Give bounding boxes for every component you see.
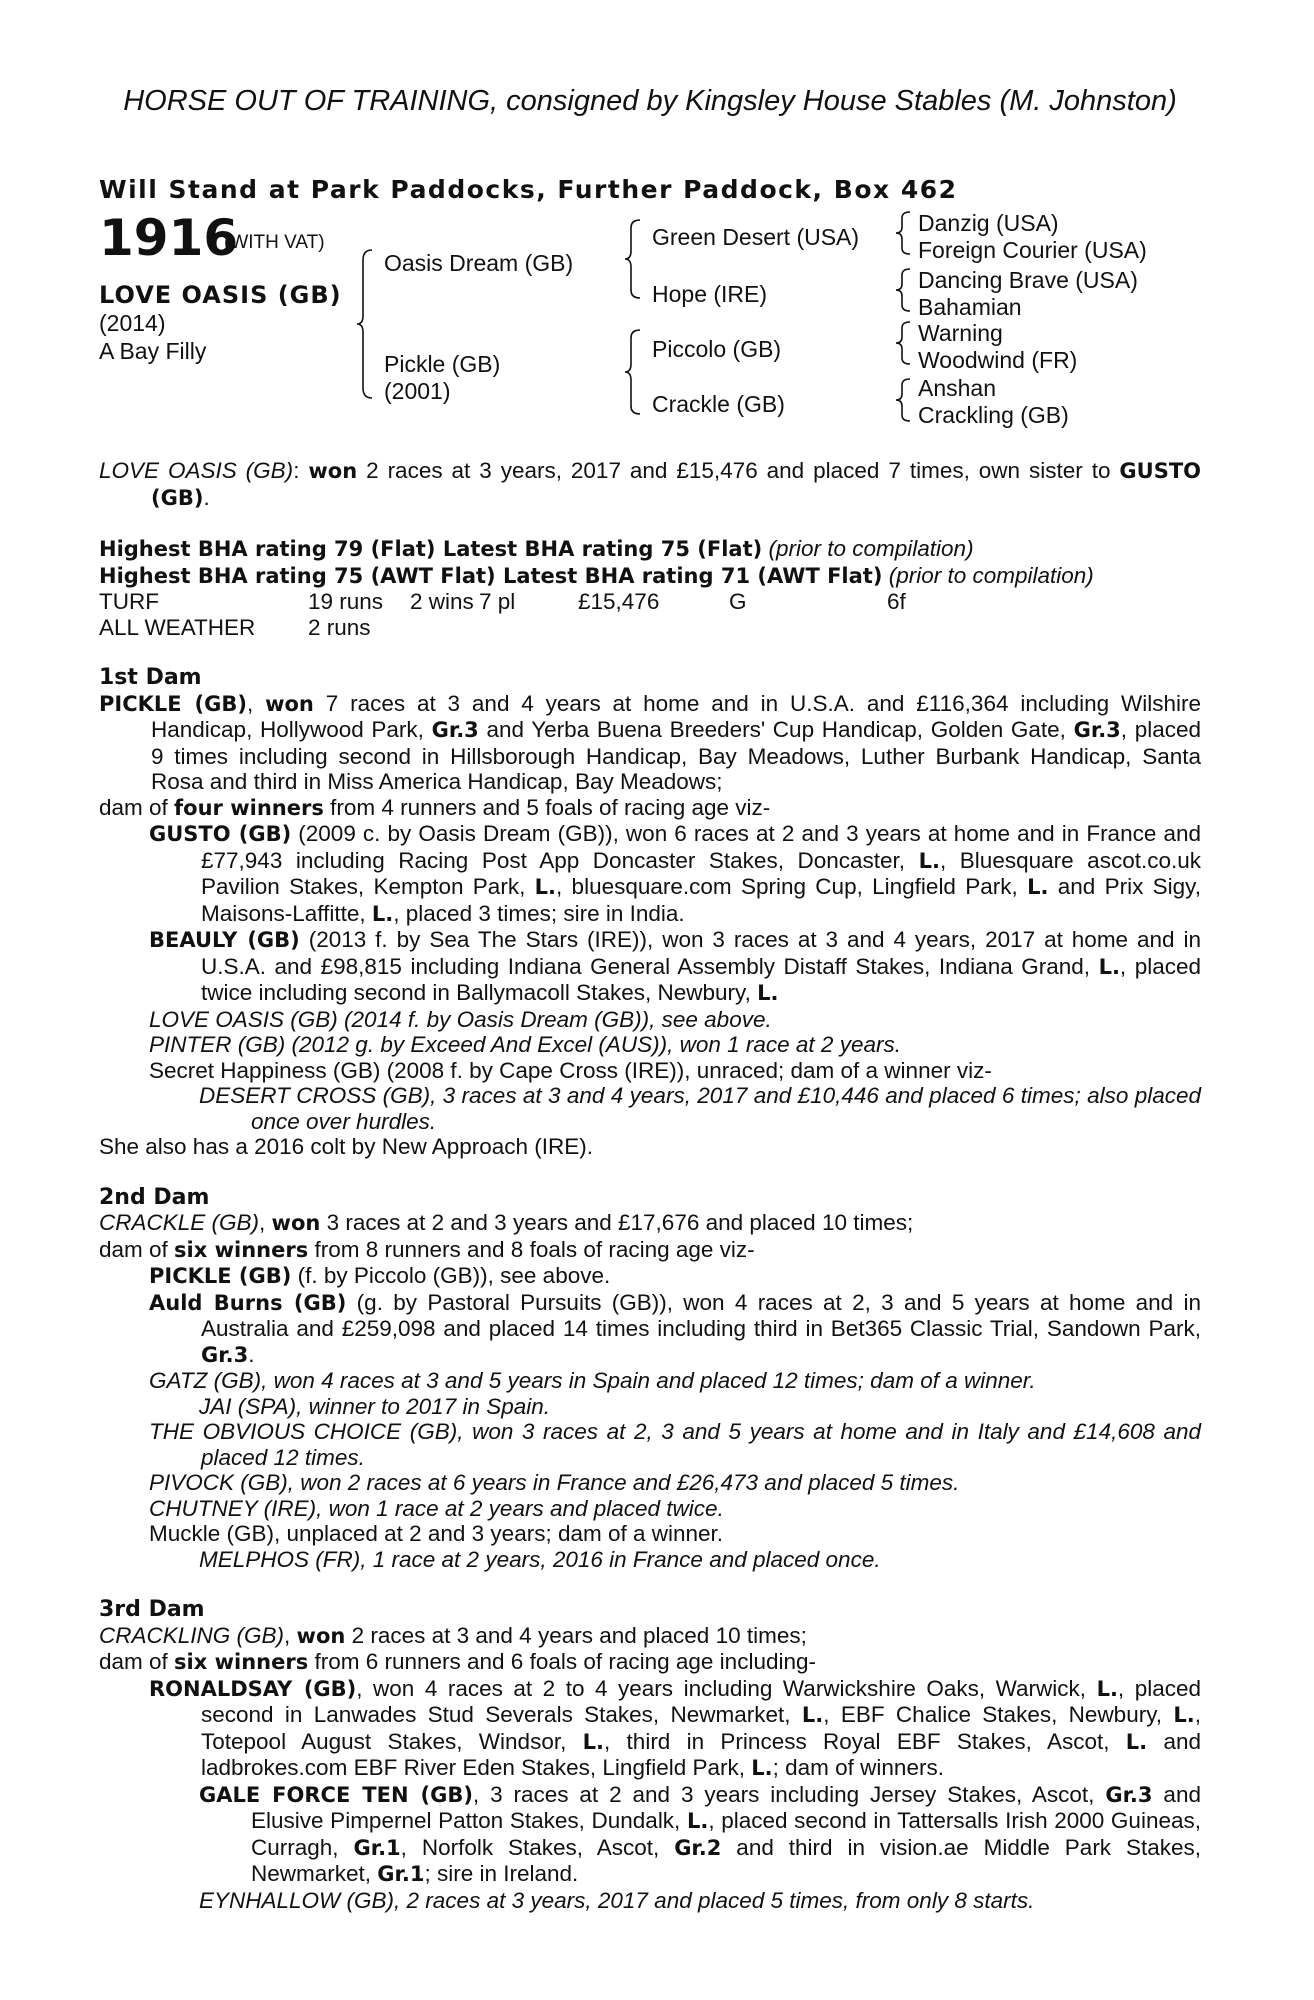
pedigree-ddd: Crackling (GB)	[918, 402, 1069, 428]
first-dam-also: She also has a 2016 colt by New Approach (IRE).	[99, 1134, 594, 1159]
turf-placed: 7 pl	[479, 589, 516, 614]
produce-pinter: PINTER (GB) (2012 g. by Exceed And Excel (AUS)), won 1 race at 2 years.	[149, 1032, 901, 1057]
second-dam-heading: 2nd Dam	[99, 1184, 210, 1210]
pedigree-bracket-main	[360, 248, 380, 400]
pedigree-sire-sire: Green Desert (USA)	[652, 224, 860, 250]
pedigree-bracket-ss	[898, 210, 914, 256]
pedigree-sdd: Bahamian	[918, 294, 1022, 320]
pedigree-sire: Oasis Dream (GB)	[384, 250, 574, 276]
turf-distance: 6f	[887, 589, 906, 614]
third-dam-heading: 3rd Dam	[99, 1597, 205, 1622]
pedigree-bracket-ds	[898, 320, 914, 366]
pedigree-sire-dam: Hope (IRE)	[652, 281, 768, 307]
turf-going: G	[729, 589, 747, 614]
pedigree-bracket-sd	[898, 267, 914, 313]
turf-wins: 2 wins	[410, 589, 474, 614]
produce-obvious-choice: THE OBVIOUS CHOICE (GB), won 3 races at 2, 3 and 5 years at home and in Italy and £14,608 and placed 12 times.	[149, 1419, 1201, 1470]
first-dam-heading: 1st Dam	[99, 665, 202, 690]
horse-name: LOVE OASIS (GB)	[99, 281, 342, 309]
second-dam-record: CRACKLE (GB), won 3 races at 2 and 3 years and £17,676 and placed 10 times;	[99, 1210, 914, 1235]
third-dam-record: CRACKLING (GB), won 2 races at 3 and 4 years and placed 10 times;	[99, 1622, 807, 1648]
rating-line-flat: Highest BHA rating 79 (Flat) Latest BHA rating 75 (Flat) (prior to compilation)	[99, 536, 974, 561]
produce-melphos: MELPHOS (FR), 1 race at 2 years, 2016 in France and placed once.	[199, 1546, 881, 1572]
catalogue-body	[99, 458, 1201, 1913]
aw-runs: 2 runs	[308, 614, 371, 640]
vat-note: (WITH VAT)	[224, 232, 325, 253]
pedigree-dam-sire: Piccolo (GB)	[652, 336, 782, 362]
lot-summary: LOVE OASIS (GB): won 2 races at 3 years, 2017 and £15,476 and placed 7 times, own sister to GUSTO (GB).	[99, 458, 1201, 510]
horse-description: A Bay Filly	[99, 338, 207, 364]
pedigree-dss: Warning	[918, 320, 1003, 346]
lot-number: 1916	[99, 209, 239, 267]
pedigree-bracket-dam	[628, 328, 648, 416]
produce-desert-cross: DESERT CROSS (GB), 3 races at 3 and 4 years, 2017 and £10,446 and placed 6 times; also placed once over hurdles.	[199, 1083, 1201, 1134]
pedigree-bracket-sire	[628, 218, 648, 300]
horse-year: (2014)	[99, 310, 166, 336]
stand-location: Will Stand at Park Paddocks, Further Paddock, Box 462	[99, 175, 958, 204]
first-dam-produce: dam of four winners from 4 runners and 5 foals of racing age viz-	[99, 794, 771, 820]
pedigree-dam-dam: Crackle (GB)	[652, 391, 785, 417]
produce-secret-happiness: Secret Happiness (GB) (2008 f. by Cape Cross (IRE)), unraced; dam of a winner viz-	[149, 1057, 992, 1083]
turf-earnings: £15,476	[578, 589, 660, 614]
second-dam-produce: dam of six winners from 8 runners and 8 foals of racing age viz-	[99, 1236, 755, 1262]
rating-line-awt: Highest BHA rating 75 (AWT Flat) Latest BHA rating 71 (AWT Flat) (prior to compilation)	[99, 562, 1094, 588]
produce-muckle: Muckle (GB), unplaced at 2 and 3 years; dam of a winner.	[149, 1521, 724, 1546]
turf-label: TURF	[99, 589, 159, 614]
produce-gatz: GATZ (GB), won 4 races at 3 and 5 years in Spain and placed 12 times; dam of a winner.	[149, 1368, 1036, 1393]
pedigree-dsd: Woodwind (FR)	[918, 347, 1078, 373]
pedigree-sds: Dancing Brave (USA)	[918, 267, 1138, 293]
first-dam-record: PICKLE (GB), won 7 races at 3 and 4 years at home and in U.S.A. and £116,364 including Wilshire Handicap, Hollywood Park, Gr.3 and Yerba Buena Breeders' Cup Handicap, Golden Gate, Gr.3, placed 9 times including second in Hillsborough Handicap, Bay Meadows, Luther Burbank Handicap, Santa Rosa and third in Miss America Handicap, Bay Meadows;	[99, 690, 1202, 794]
produce-auld-burns: Auld Burns (GB) (g. by Pastoral Pursuits (GB)), won 4 races at 2, 3 and 5 years at home and in Australia and £259,098 and placed 14 times including third in Bet365 Classic Trial, Sandown Park, Gr.3.	[149, 1289, 1201, 1367]
pedigree-dam-year: (2001)	[384, 378, 451, 404]
page-header: HORSE OUT OF TRAINING, consigned by Kingsley House Stables (M. Johnston)	[123, 85, 1177, 117]
turf-runs: 19 runs	[308, 589, 384, 614]
pedigree-dds: Anshan	[918, 375, 997, 401]
produce-eynhallow: EYNHALLOW (GB), 2 races at 3 years, 2017 and placed 5 times, from only 8 starts.	[199, 1887, 1035, 1913]
produce-love-oasis: LOVE OASIS (GB) (2014 f. by Oasis Dream (GB)), see above.	[149, 1006, 772, 1032]
produce-gale-force-ten: GALE FORCE TEN (GB), 3 races at 2 and 3 years including Jersey Stakes, Ascot, Gr.3 and Elusive Pimpernel Patton Stakes, Dundalk, L., placed second in Tattersalls Irish 2000 Guineas, Curragh, Gr.1, Norfolk Stakes, Ascot, Gr.2 and third in vision.ae Middle Park Stakes, Newmarket, Gr.1; sire in Ireland.	[199, 1781, 1202, 1886]
produce-chutney: CHUTNEY (IRE), won 1 race at 2 years and placed twice.	[149, 1495, 724, 1521]
produce-jai: JAI (SPA), winner to 2017 in Spain.	[199, 1393, 551, 1419]
produce-beauly: BEAULY (GB) (2013 f. by Sea The Stars (IRE)), won 3 races at 3 and 4 years, 2017 at home and in U.S.A. and £98,815 including Indiana General Assembly Distaff Stakes, Indiana Grand, L., placed twice including second in Ballymacoll Stakes, Newbury, L.	[149, 927, 1201, 1005]
produce-gusto: GUSTO (GB) (2009 c. by Oasis Dream (GB)), won 6 races at 2 and 3 years at home and in France and £77,943 including Racing Post App Doncaster Stakes, Doncaster, L., Bluesquare ascot.co.uk Pavilion Stakes, Kempton Park, L., bluesquare.com Spring Cup, Lingfield Park, L. and Prix Sigy, Maisons-Laffitte, L., placed 3 times; sire in India.	[149, 821, 1202, 926]
race-record	[99, 589, 1201, 640]
pedigree-ssd: Foreign Courier (USA)	[918, 237, 1147, 263]
pedigree-sss: Danzig (USA)	[918, 210, 1059, 236]
third-dam-produce: dam of six winners from 6 runners and 6 foals of racing age including-	[99, 1649, 816, 1674]
produce-pivock: PIVOCK (GB), won 2 races at 6 years in France and £26,473 and placed 5 times.	[149, 1470, 960, 1495]
produce-ronaldsay: RONALDSAY (GB), won 4 races at 2 to 4 years including Warwickshire Oaks, Warwick, L., placed second in Lanwades Stud Severals Stakes, Newmarket, L., EBF Chalice Stakes, Newbury, L., Totepool August Stakes, Windsor, L., third in Princess Royal EBF Stakes, Ascot, L. and ladbrokes.com EBF River Eden Stakes, Lingfield Park, L.; dam of winners.	[149, 1675, 1201, 1780]
pedigree-bracket-dd	[898, 377, 914, 423]
pedigree-dam: Pickle (GB)	[384, 351, 501, 377]
produce-pickle: PICKLE (GB) (f. by Piccolo (GB)), see above.	[149, 1263, 611, 1288]
aw-label: ALL WEATHER	[99, 614, 256, 640]
